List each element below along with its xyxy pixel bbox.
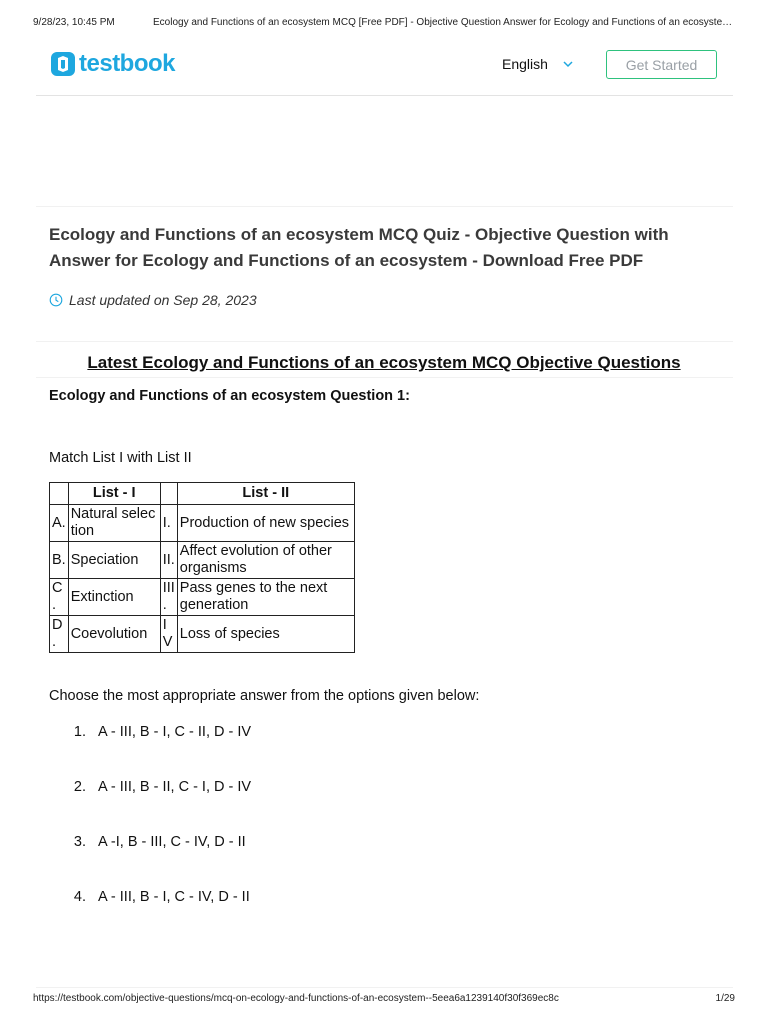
question-title: Ecology and Functions of an ecosystem Question 1: — [49, 388, 410, 404]
answer-option[interactable] — [49, 724, 251, 779]
table-cell: Coevolution — [68, 616, 160, 653]
option-text: A - III, B - I, C - IV, D - II — [98, 889, 250, 905]
option-number: 4. — [73, 889, 86, 905]
testbook-logo-icon — [51, 52, 75, 76]
answer-instruction: Choose the most appropriate answer from the options given below: — [49, 688, 480, 704]
last-updated-text: Last updated on Sep 28, 2023 — [69, 292, 257, 308]
logo-text: testbook — [79, 50, 176, 77]
table-header — [160, 483, 177, 505]
print-footer — [33, 993, 735, 1007]
table-row — [50, 616, 355, 653]
section-title: Latest Ecology and Functions of an ecosystem MCQ Objective Questions — [87, 353, 681, 372]
site-header — [36, 44, 733, 96]
table-cell: C . — [50, 579, 69, 616]
option-text: A - III, B - I, C - II, D - IV — [98, 724, 252, 740]
match-table — [49, 482, 355, 653]
table-cell: Speciation — [68, 542, 160, 579]
table-header — [50, 483, 69, 505]
answer-options — [49, 724, 251, 944]
table-cell: Production of new species — [177, 505, 354, 542]
table-cell: Extinction — [68, 579, 160, 616]
table-cell: II. — [160, 542, 177, 579]
table-cell: Natural selec tion — [68, 505, 160, 542]
option-number: 3. — [73, 834, 86, 850]
table-row — [50, 542, 355, 579]
answer-option[interactable] — [49, 834, 251, 889]
page-title: Ecology and Functions of an ecosystem MCQ Quiz - Objective Question with Answer for Ecology and Functions of an ecosystem - Download Free PDF — [49, 225, 669, 270]
option-text: A - III, B - II, C - I, D - IV — [98, 779, 252, 795]
table-cell: Affect evolution of other organisms — [177, 542, 354, 579]
divider — [36, 206, 733, 207]
print-datetime: 9/28/23, 10:45 PM — [33, 17, 115, 28]
table-cell: I V — [160, 616, 177, 653]
table-cell: A. — [50, 505, 69, 542]
table-header: List - II — [177, 483, 354, 505]
page-number: 1/29 — [715, 993, 735, 1004]
divider — [36, 341, 733, 342]
table-cell: Pass genes to the next generation — [177, 579, 354, 616]
table-row — [50, 505, 355, 542]
testbook-logo[interactable] — [51, 50, 175, 78]
table-cell: III . — [160, 579, 177, 616]
print-url: https://testbook.com/objective-questions/mcq-on-ecology-and-functions-of-an-ecosystem--5eea6a1239140f30f369ec8c — [33, 993, 559, 1004]
table-cell: B. — [50, 542, 69, 579]
table-header-row — [50, 483, 355, 505]
table-header: List - I — [68, 483, 160, 505]
table-cell: D . — [50, 616, 69, 653]
divider — [36, 987, 733, 988]
clock-icon — [49, 293, 63, 307]
option-number: 2. — [73, 779, 86, 795]
table-cell: I. — [160, 505, 177, 542]
question-prompt: Match List I with List II — [49, 450, 192, 466]
answer-option[interactable] — [49, 779, 251, 834]
print-doc-title: Ecology and Functions of an ecosystem MCQ [Free PDF] - Objective Question Answer for Ecology and Functions of an ecosyste… — [153, 17, 733, 28]
table-row — [50, 579, 355, 616]
last-updated — [49, 292, 257, 308]
print-header — [33, 17, 735, 31]
option-number: 1. — [73, 724, 86, 740]
get-started-button[interactable]: Get Started — [606, 50, 717, 79]
language-label: English — [502, 56, 548, 72]
language-selector[interactable] — [502, 56, 574, 72]
chevron-down-icon — [562, 58, 574, 70]
divider — [36, 377, 733, 378]
table-cell: Loss of species — [177, 616, 354, 653]
answer-option[interactable] — [49, 889, 251, 944]
option-text: A -I, B - III, C - IV, D - II — [98, 834, 246, 850]
